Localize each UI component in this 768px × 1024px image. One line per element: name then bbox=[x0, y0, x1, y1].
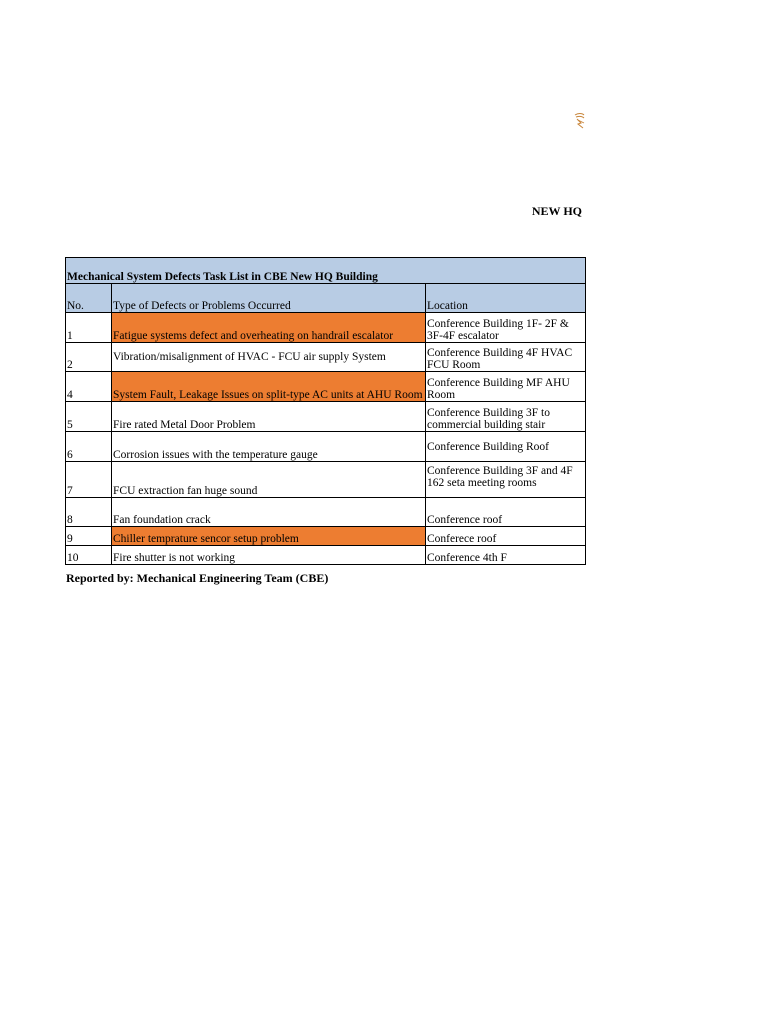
row-defect-type: Chiller temprature sencor setup problem bbox=[112, 527, 426, 546]
row-defect-type: Vibration/misalignment of HVAC - FCU air supply System bbox=[112, 343, 426, 372]
table-row bbox=[66, 402, 586, 432]
table-row bbox=[66, 313, 586, 343]
row-location: Conference Building MF AHU Room bbox=[426, 372, 586, 402]
row-defect-type: FCU extraction fan huge sound bbox=[112, 462, 426, 498]
table-row bbox=[66, 527, 586, 546]
row-location: Conference Building 3F to commercial building stair bbox=[426, 402, 586, 432]
row-no: 1 bbox=[66, 313, 112, 343]
column-header-type: Type of Defects or Problems Occurred bbox=[112, 284, 426, 313]
row-defect-type: Corrosion issues with the temperature gauge bbox=[112, 432, 426, 462]
row-defect-type: Fatigue systems defect and overheating on handrail escalator bbox=[112, 313, 426, 343]
row-no: 4 bbox=[66, 372, 112, 402]
row-no: 7 bbox=[66, 462, 112, 498]
row-no: 5 bbox=[66, 402, 112, 432]
table-title-row bbox=[66, 258, 586, 284]
table-title: Mechanical System Defects Task List in CBE New HQ Building bbox=[66, 258, 586, 284]
row-location: Conference Building Roof bbox=[426, 432, 586, 462]
table-row bbox=[66, 372, 586, 402]
row-defect-type: Fire shutter is not working bbox=[112, 546, 426, 565]
column-header-location: Location bbox=[426, 284, 586, 313]
row-location: Conference Building 3F and 4F 162 seta meeting rooms bbox=[426, 462, 586, 498]
table-header-row bbox=[66, 284, 586, 313]
row-defect-type: System Fault, Leakage Issues on split-type AC units at AHU Room bbox=[112, 372, 426, 402]
header-title-right: NEW HQ bbox=[531, 204, 582, 218]
reported-by-note: Reported by: Mechanical Engineering Team (CBE) bbox=[66, 571, 329, 585]
row-defect-type: Fan foundation crack bbox=[112, 498, 426, 527]
table-row bbox=[66, 343, 586, 372]
table-row bbox=[66, 498, 586, 527]
row-location: Conference Building 4F HVAC FCU Room bbox=[426, 343, 586, 372]
row-location: Conferece roof bbox=[426, 527, 586, 546]
row-no: 10 bbox=[66, 546, 112, 565]
row-no: 6 bbox=[66, 432, 112, 462]
row-no: 8 bbox=[66, 498, 112, 527]
defects-table bbox=[65, 257, 586, 565]
table-row bbox=[66, 462, 586, 498]
row-no: 2 bbox=[66, 343, 112, 372]
row-location: Conference 4th F bbox=[426, 546, 586, 565]
row-location: Conference roof bbox=[426, 498, 586, 527]
table-row bbox=[66, 432, 586, 462]
column-header-no: No. bbox=[66, 284, 112, 313]
row-no: 9 bbox=[66, 527, 112, 546]
company-logo-icon bbox=[572, 111, 588, 131]
row-defect-type: Fire rated Metal Door Problem bbox=[112, 402, 426, 432]
table-row bbox=[66, 546, 586, 565]
row-location: Conference Building 1F- 2F & 3F-4F escalator bbox=[426, 313, 586, 343]
